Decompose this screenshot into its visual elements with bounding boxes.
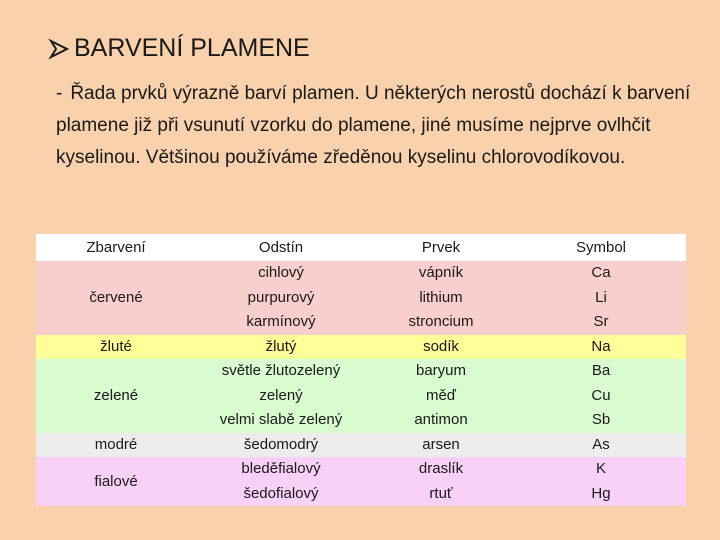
shade-value: bleděfialový [241, 460, 321, 477]
shade-cell [196, 359, 366, 433]
color-cell: červené [89, 289, 143, 307]
shade-value: světle žlutozelený [221, 362, 341, 379]
shade-cell [196, 433, 366, 458]
shade-cell [196, 335, 366, 360]
symbol-cell [516, 261, 686, 335]
element-cell [366, 433, 516, 458]
shade-value: velmi slabě zelený [219, 411, 343, 428]
shade-value: karmínový [246, 313, 316, 330]
element-value: antimon [414, 411, 468, 428]
symbol-value: Ba [591, 362, 611, 379]
color-cell: zelené [93, 387, 139, 405]
flame-color-table [36, 234, 686, 506]
paragraph-text: Řada prvků výrazně barví plamen. U některých nerostů dochází k barvení plamene již při vsunutí vzorku do plamene, jiné musíme nejprve ovlhčit kyselinou. Většinou používáme zředěnou kyselinu chlorovodíkovou. [56, 83, 691, 168]
symbol-cell [516, 335, 686, 360]
symbol-value: Li [595, 288, 607, 306]
element-cell [366, 359, 516, 433]
symbol-value: Na [591, 337, 611, 355]
shade-cell [196, 261, 366, 335]
shade-value: zelený [259, 386, 303, 404]
table-row [36, 433, 686, 458]
table-header-row [36, 234, 686, 261]
color-cell: žluté [100, 338, 132, 356]
element-value: lithium [419, 288, 463, 306]
symbol-value: As [592, 435, 610, 453]
header-color: Zbarvení [86, 239, 146, 256]
paragraph-dash: - [56, 83, 63, 104]
color-cell: modré [94, 436, 138, 454]
shade-value: šedomodrý [243, 435, 319, 453]
symbol-cell [516, 359, 686, 433]
symbol-value: Hg [591, 484, 611, 502]
arrow-bullet-icon [48, 38, 70, 60]
element-value: baryum [415, 362, 467, 379]
element-value: draslík [418, 460, 464, 477]
element-value: stroncium [408, 313, 474, 330]
shade-value: šedofialový [243, 484, 319, 502]
symbol-cell [516, 457, 686, 506]
element-value: arsen [422, 435, 460, 453]
symbol-value: Ca [591, 264, 611, 281]
symbol-value: Sr [593, 313, 609, 330]
shade-value: purpurový [247, 288, 315, 306]
table-row [36, 457, 686, 506]
heading-text: BARVENÍ PLAMENE [74, 34, 310, 62]
shade-value: cihlový [258, 264, 304, 281]
symbol-value: Cu [591, 386, 611, 404]
element-cell [366, 457, 516, 506]
color-cell: fialové [94, 473, 138, 490]
shade-value: žlutý [265, 337, 297, 355]
table-row [36, 359, 686, 433]
table-row [36, 261, 686, 335]
header-symbol: Symbol [575, 239, 627, 256]
header-element: Prvek [421, 239, 461, 256]
header-shade: Odstín [258, 239, 304, 256]
element-value: měď [425, 386, 457, 404]
element-value: rtuť [429, 484, 453, 502]
symbol-cell [516, 433, 686, 458]
element-value: vápník [418, 264, 464, 281]
symbol-value: K [595, 460, 606, 477]
symbol-value: Sb [591, 411, 611, 428]
element-cell [366, 261, 516, 335]
element-value: sodík [423, 337, 459, 355]
element-cell [366, 335, 516, 360]
page-heading [48, 34, 310, 63]
shade-cell [196, 457, 366, 506]
intro-paragraph [56, 78, 696, 174]
table-row [36, 335, 686, 360]
